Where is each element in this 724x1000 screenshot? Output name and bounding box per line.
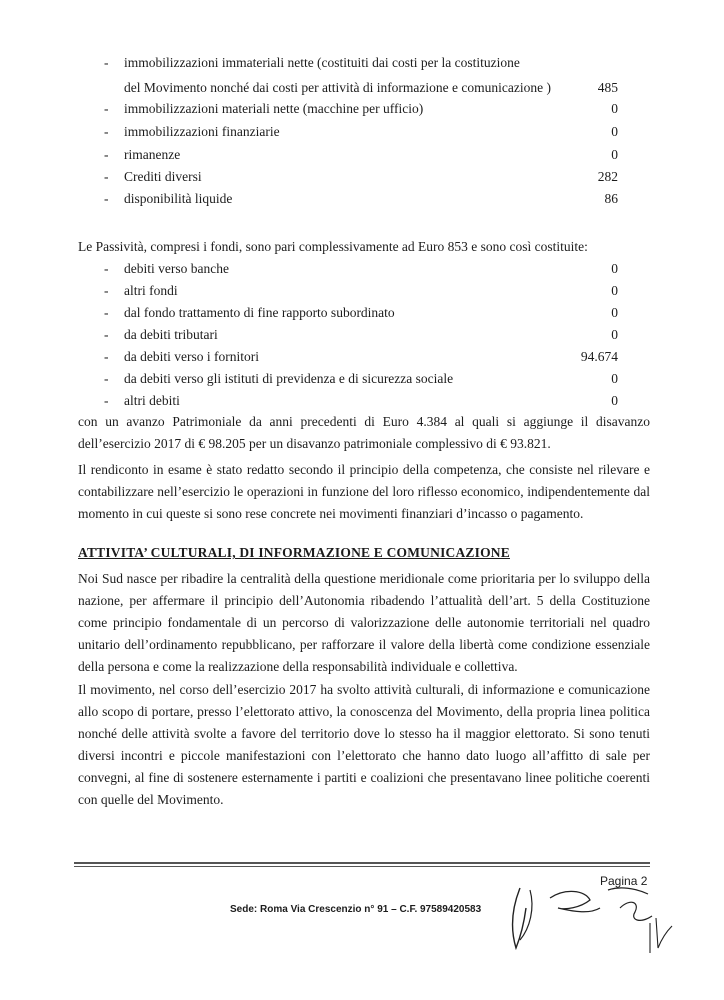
asset-label: disponibilità liquide xyxy=(124,191,233,206)
bullet-dash: - xyxy=(104,371,109,386)
asset-value: 0 xyxy=(611,101,618,116)
section-paragraph-2: Il movimento, nel corso dell’esercizio 2017 ha svolto attività culturali, di informazione e comunicazione allo scopo di portare, presso l’elettorato attivo, la conoscenza del Movimento, della propria linea politica nonché delle attività svolte a favore del territorio dove lo stesso ha il maggior elettorato. Si sono tenuti diversi incontri e piccole manifestazioni con l’elettorato che hanno dato luogo all’affitto di sale per convegni, al fine di sostenere esternamente i partiti e coalizioni che presentavano linee politiche coerenti con quelle del Movimento. xyxy=(78,682,650,807)
section-heading: ATTIVITA’ CULTURALI, DI INFORMAZIONE E COMUNICAZIONE xyxy=(78,545,510,560)
bullet-dash: - xyxy=(104,124,109,139)
asset-label: immobilizzazioni materiali nette (macchine per ufficio) xyxy=(124,101,424,116)
asset-item-2 xyxy=(0,98,724,120)
liability-item-5 xyxy=(0,346,724,368)
bullet-dash: - xyxy=(104,261,109,276)
page-number: Pagina 2 xyxy=(600,874,648,888)
liabilities-intro: Le Passività, compresi i fondi, sono pari complessivamente ad Euro 853 e sono così costituite: xyxy=(78,239,588,254)
asset-value: 485 xyxy=(597,80,618,95)
footer-rule xyxy=(74,862,650,864)
liability-item-7 xyxy=(0,390,724,412)
asset-item-3 xyxy=(0,121,724,143)
bullet-dash: - xyxy=(104,393,109,408)
asset-item-1-continued xyxy=(0,77,724,99)
asset-value: 0 xyxy=(611,147,618,162)
footer-rule-thin xyxy=(74,866,650,867)
liability-label: dal fondo trattamento di fine rapporto subordinato xyxy=(124,305,395,320)
liability-value: 0 xyxy=(611,261,618,276)
asset-value: 0 xyxy=(611,124,618,139)
liability-label: altri fondi xyxy=(124,283,178,298)
bullet-dash: - xyxy=(104,327,109,342)
bullet-dash: - xyxy=(104,101,109,116)
liability-label: debiti verso banche xyxy=(124,261,229,276)
asset-label: Crediti diversi xyxy=(124,169,202,184)
liability-value: 0 xyxy=(611,305,618,320)
asset-value: 86 xyxy=(604,191,618,206)
liability-value: 0 xyxy=(611,283,618,298)
liability-label: da debiti tributari xyxy=(124,327,218,342)
asset-item-1 xyxy=(0,52,724,74)
liability-value: 0 xyxy=(611,371,618,386)
liability-item-2 xyxy=(0,280,724,302)
liability-value: 0 xyxy=(611,327,618,342)
bullet-dash: - xyxy=(104,55,109,70)
signature-mark xyxy=(490,868,690,978)
liability-label: da debiti verso gli istituti di previdenza e di sicurezza sociale xyxy=(124,371,454,386)
liability-item-6 xyxy=(0,368,724,390)
bullet-dash: - xyxy=(104,349,109,364)
asset-item-6 xyxy=(0,188,724,210)
section-paragraph-1: Noi Sud nasce per ribadire la centralità della questione meridionale come prioritaria per lo sviluppo della nazione, per affermare il principio dell’Autonomia ribadendo l’attualità dell’art. 5 della Costituzione come principio fondamentale di un percorso di valorizzazione delle autonomie territoriali nel quadro unitario dell’ordinamento repubblicano, per rafforzare il valore della libertà come condizione essenziale della persona e come la realizzazione della responsabilità individuale e collettiva. xyxy=(78,571,650,674)
liability-value: 94.674 xyxy=(580,349,618,364)
asset-label: del Movimento nonché dai costi per attività di informazione e comunicazione ) xyxy=(124,80,551,95)
footer-address: Sede: Roma Via Crescenzio n° 91 – C.F. 97589420583 xyxy=(230,904,482,915)
asset-label: rimanenze xyxy=(124,147,181,162)
asset-label: immobilizzazioni immateriali nette (costituiti dai costi per la costituzione xyxy=(124,55,520,70)
liability-item-4 xyxy=(0,324,724,346)
asset-item-4 xyxy=(0,144,724,166)
bullet-dash: - xyxy=(104,147,109,162)
asset-value: 282 xyxy=(597,169,618,184)
liability-value: 0 xyxy=(611,393,618,408)
balance-paragraph: con un avanzo Patrimoniale da anni precedenti di Euro 4.384 al quali si aggiunge il disavanzo dell’esercizio 2017 di € 98.205 per un disavanzo patrimoniale complessivo di € 93.821. xyxy=(78,414,650,451)
asset-item-5 xyxy=(0,166,724,188)
asset-label: immobilizzazioni finanziarie xyxy=(124,124,280,139)
liability-label: da debiti verso i fornitori xyxy=(124,349,259,364)
bullet-dash: - xyxy=(104,191,109,206)
competence-paragraph: Il rendiconto in esame è stato redatto secondo il principio della competenza, che consiste nel rilevare e contabilizzare nell’esercizio le operazioni in funzione del loro riflesso economico, indipendentemente dal momento in cui queste si sono rese concrete nei movimenti finanziari d’incasso o pagamento. xyxy=(78,462,650,521)
liability-item-3 xyxy=(0,302,724,324)
bullet-dash: - xyxy=(104,305,109,320)
bullet-dash: - xyxy=(104,169,109,184)
liability-item-1 xyxy=(0,258,724,280)
liability-label: altri debiti xyxy=(124,393,180,408)
bullet-dash: - xyxy=(104,283,109,298)
